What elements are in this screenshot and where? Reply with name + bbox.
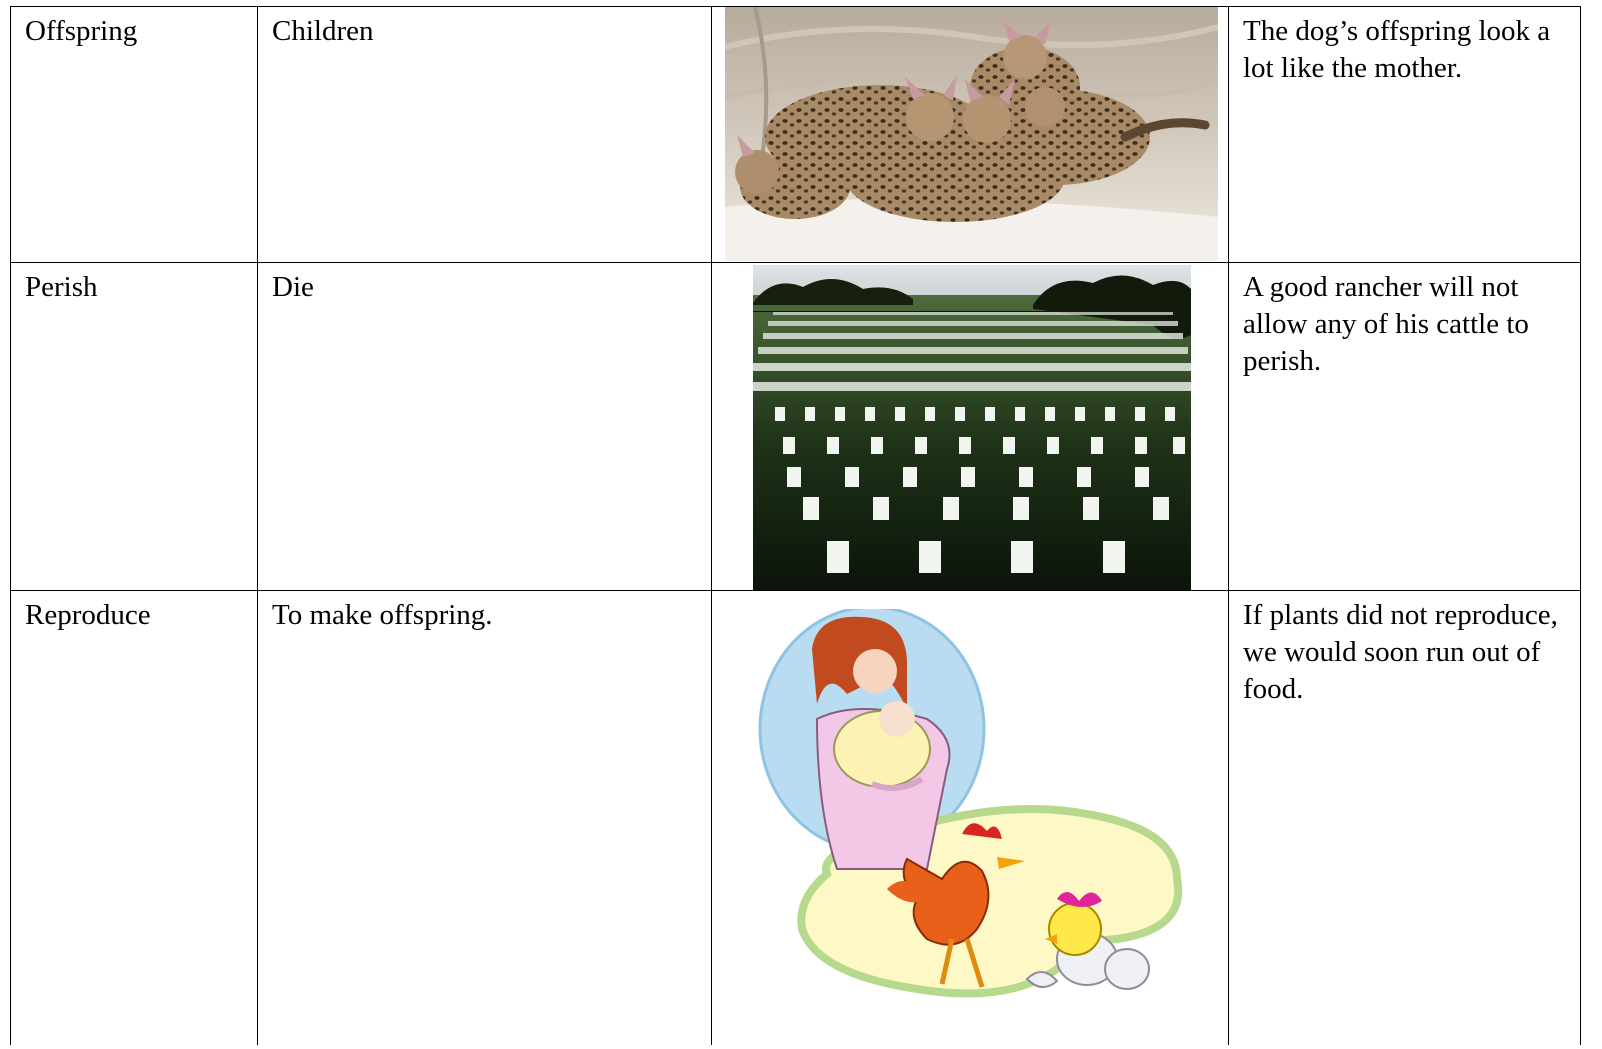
- definition-cell: [258, 263, 712, 591]
- cemetery-photo: [753, 265, 1191, 590]
- vocab-definition: To make offspring.: [272, 599, 493, 631]
- definition-cell: [258, 7, 712, 263]
- vocab-definition: Children: [272, 15, 374, 47]
- picture-cell: [712, 7, 1229, 263]
- table-row: [11, 263, 1581, 591]
- picture-cell: [712, 591, 1229, 1045]
- kittens-photo: [725, 7, 1218, 261]
- vocab-sentence: The dog’s offspring look a lot like the mother.: [1243, 15, 1551, 84]
- mother-baby-hen-chick-clipart: [757, 609, 1187, 1004]
- vocab-sentence: A good rancher will not allow any of his cattle to perish.: [1243, 271, 1529, 377]
- picture-cell: [712, 263, 1229, 591]
- vocab-word: Reproduce: [25, 599, 151, 631]
- vocab-definition: Die: [272, 271, 314, 303]
- vocabulary-table: [10, 6, 1581, 1045]
- definition-cell: [258, 591, 712, 1045]
- vocab-word: Perish: [25, 271, 98, 303]
- table-row: [11, 7, 1581, 263]
- vocab-word: Offspring: [25, 15, 138, 47]
- word-cell: [11, 7, 258, 263]
- sentence-cell: [1229, 591, 1581, 1045]
- vocab-sentence: If plants did not reproduce, we would soon run out of food.: [1243, 599, 1558, 705]
- word-cell: [11, 591, 258, 1045]
- word-cell: [11, 263, 258, 591]
- table-row: [11, 591, 1581, 1045]
- sentence-cell: [1229, 263, 1581, 591]
- sentence-cell: [1229, 7, 1581, 263]
